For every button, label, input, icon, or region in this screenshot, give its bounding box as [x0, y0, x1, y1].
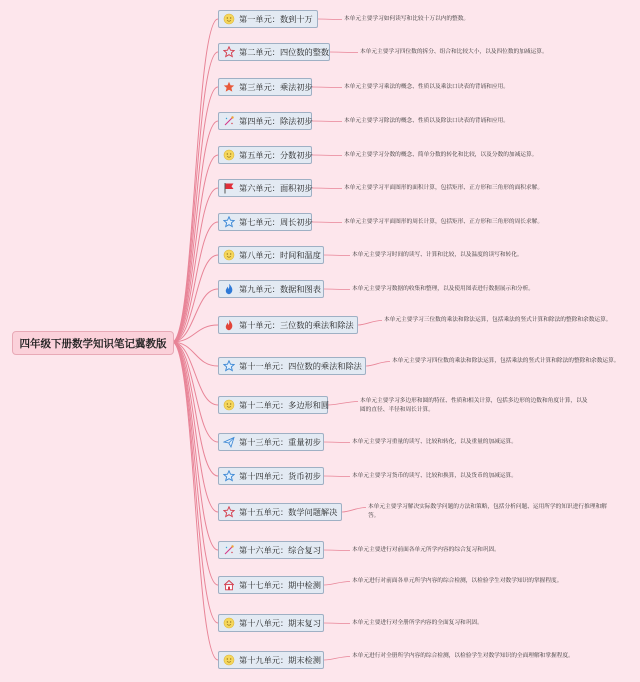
sparkle-icon — [223, 115, 235, 127]
unit-node[interactable] — [218, 651, 324, 669]
unit-description: 本单元主要学习数据的收集和整理，以及使用图表进行数据展示和分析。 — [352, 286, 534, 292]
unit-node[interactable] — [218, 146, 312, 164]
unit-node[interactable] — [218, 316, 358, 334]
root-to-unit-link — [172, 325, 218, 342]
unit-node[interactable] — [218, 433, 324, 451]
root-topic[interactable] — [12, 331, 174, 355]
unit-description: 本单元主要进行对前面各单元所学内容的综合复习和巩固。 — [352, 547, 500, 553]
root-to-unit-link — [172, 342, 218, 442]
unit-node[interactable] — [218, 503, 342, 521]
root-to-unit-link — [172, 342, 218, 585]
unit-to-description-link — [324, 476, 350, 477]
unit-label: 第十一单元：四位数的乘法和除法 — [239, 360, 362, 371]
unit-description: 本单元主要学习货币的读写、比较和换算，以及货币的加减运算。 — [352, 473, 517, 479]
unit-label: 第九单元：数据和图表 — [239, 283, 321, 294]
star-smile-icon — [223, 654, 235, 666]
unit-description: 本单元主要学习如何读写和比较十万以内的整数。 — [344, 16, 470, 22]
unit-description: 本单元主要学习重量的读写、比较和转化，以及重量的加减运算。 — [352, 439, 517, 445]
unit-to-description-link — [312, 155, 342, 156]
unit-description: 本单元主要学习平面图形的面积计算，包括矩形、正方形和三角形的面积求解。 — [344, 185, 544, 191]
root-to-unit-link — [172, 342, 218, 512]
unit-node[interactable] — [218, 396, 328, 414]
root-to-unit-link — [172, 188, 218, 342]
unit-node[interactable] — [218, 78, 312, 96]
unit-description: 本单元主要学习乘法的概念、性质以及乘法口诀表的背诵和应用。 — [344, 84, 509, 90]
unit-description: 本单元主要学习四位数的乘法和除法运算，包括乘法的竖式计算和除法的整除和余数运算。 — [392, 358, 620, 364]
unit-to-description-link — [358, 321, 382, 326]
unit-description: 本单元进行对全册所学内容的综合检测，以检验学生对数学知识的全面理解和掌握程度。 — [352, 653, 574, 659]
unit-node[interactable] — [218, 112, 312, 130]
unit-label: 第十四单元：货币初步 — [239, 470, 321, 481]
unit-label: 第六单元：面积初步 — [239, 182, 313, 193]
unit-node[interactable] — [218, 213, 312, 231]
unit-node[interactable] — [218, 179, 312, 197]
root-title: 四年级下册数学知识笔记冀教版 — [19, 337, 167, 350]
unit-label: 第十三单元：重量初步 — [239, 436, 321, 447]
unit-node[interactable] — [218, 43, 330, 61]
flame-blue-icon — [223, 283, 235, 295]
star-blue-icon — [223, 470, 235, 482]
star-blue-icon — [223, 360, 235, 372]
root-to-unit-link — [172, 19, 218, 342]
unit-to-description-link — [312, 222, 342, 223]
star-smile-icon — [223, 249, 235, 261]
root-to-unit-link — [172, 289, 218, 342]
root-to-unit-link — [172, 342, 218, 405]
unit-label: 第二单元：四位数的整数 — [239, 46, 330, 57]
unit-label: 第三单元：乘法初步 — [239, 81, 313, 92]
unit-to-description-link — [324, 657, 350, 661]
unit-to-description-link — [324, 442, 350, 443]
unit-node[interactable] — [218, 280, 324, 298]
unit-node[interactable] — [218, 614, 324, 632]
unit-to-description-link — [366, 362, 390, 367]
unit-description: 本单元主要学习三位数的乘法和除法运算，包括乘法的竖式计算和除法的整除和余数运算。 — [384, 317, 612, 323]
unit-to-description-link — [312, 188, 342, 189]
unit-description: 本单元进行对前面各单元所学内容的综合检测，以检验学生对数学知识的掌握程度。 — [352, 578, 563, 584]
star-smile-icon — [223, 399, 235, 411]
unit-description: 本单元主要学习多边形和圆的特征、性质和相关计算，包括多边形的边数和角度计算，以及圆的直径、半径和周长计算。 — [360, 398, 588, 413]
unit-description: 本单元主要学习时间的读写、计算和比较，以及温度的读写和转化。 — [352, 252, 523, 258]
unit-description: 本单元主要学习解决实际数学问题的方法和策略，包括分析问题、运用所学的知识进行推理和解答。 — [368, 504, 607, 519]
star-smile-icon — [223, 617, 235, 629]
unit-label: 第十五单元：数学问题解决 — [239, 506, 338, 517]
unit-to-description-link — [324, 289, 350, 290]
unit-label: 第十七单元：期中检测 — [239, 579, 321, 590]
unit-node[interactable] — [218, 357, 366, 375]
unit-to-description-link — [342, 508, 366, 513]
root-to-unit-link — [172, 121, 218, 342]
unit-to-description-link — [324, 255, 350, 256]
unit-node[interactable] — [218, 246, 324, 264]
unit-label: 第十六单元：综合复习 — [239, 544, 321, 555]
paper-plane-icon — [223, 436, 235, 448]
unit-description: 本单元主要学习分数的概念、简单分数的转化和比较，以及分数的加减运算。 — [344, 152, 538, 158]
star-blue-icon — [223, 216, 235, 228]
sparkle-icon — [223, 544, 235, 556]
unit-label: 第一单元：数到十万 — [239, 13, 313, 24]
root-to-unit-link — [172, 342, 218, 366]
root-to-unit-link — [172, 255, 218, 342]
unit-label: 第四单元：除法初步 — [239, 115, 313, 126]
unit-label: 第八单元：时间和温度 — [239, 249, 321, 260]
root-to-unit-link — [172, 342, 218, 550]
unit-to-description-link — [324, 582, 350, 586]
unit-to-description-link — [312, 87, 342, 88]
unit-node[interactable] — [218, 541, 324, 559]
star-filled-icon — [223, 81, 235, 93]
star-smile-icon — [223, 149, 235, 161]
unit-to-description-link — [312, 121, 342, 122]
unit-label: 第十九单元：期末检测 — [239, 654, 321, 665]
root-to-unit-link — [172, 52, 218, 342]
unit-node[interactable] — [218, 576, 324, 594]
unit-label: 第十单元：三位数的乘法和除法 — [239, 319, 354, 330]
unit-node[interactable] — [218, 10, 318, 28]
unit-to-description-link — [318, 19, 342, 20]
unit-description: 本单元主要学习除法的概念、性质以及除法口诀表的背诵和应用。 — [344, 118, 509, 124]
star-outline-icon — [223, 46, 235, 58]
unit-label: 第十八单元：期末复习 — [239, 617, 321, 628]
unit-to-description-link — [324, 623, 350, 624]
unit-description: 本单元主要进行对全册所学内容的全面复习和巩固。 — [352, 620, 483, 626]
unit-label: 第十二单元：多边形和圆 — [239, 399, 330, 410]
root-to-unit-link — [172, 342, 218, 660]
flag-icon — [223, 182, 235, 194]
house-icon — [223, 579, 235, 591]
unit-label: 第七单元：周长初步 — [239, 216, 313, 227]
root-to-unit-link — [172, 87, 218, 342]
unit-to-description-link — [324, 550, 350, 551]
unit-description: 本单元主要学习平面图形的周长计算，包括矩形、正方形和三角形的周长求解。 — [344, 219, 544, 225]
root-to-unit-link — [172, 342, 218, 623]
unit-node[interactable] — [218, 467, 324, 485]
flame-red-icon — [223, 319, 235, 331]
unit-description: 本单元主要学习四位数的拆分、组合和比较大小，以及四位数的加减运算。 — [360, 49, 548, 55]
unit-to-description-link — [328, 402, 358, 406]
star-outline-icon — [223, 506, 235, 518]
star-smile-icon — [223, 13, 235, 25]
unit-label: 第五单元：分数初步 — [239, 149, 313, 160]
root-to-unit-link — [172, 342, 218, 476]
unit-to-description-link — [330, 52, 358, 53]
root-to-unit-link — [172, 155, 218, 342]
root-to-unit-link — [172, 222, 218, 342]
